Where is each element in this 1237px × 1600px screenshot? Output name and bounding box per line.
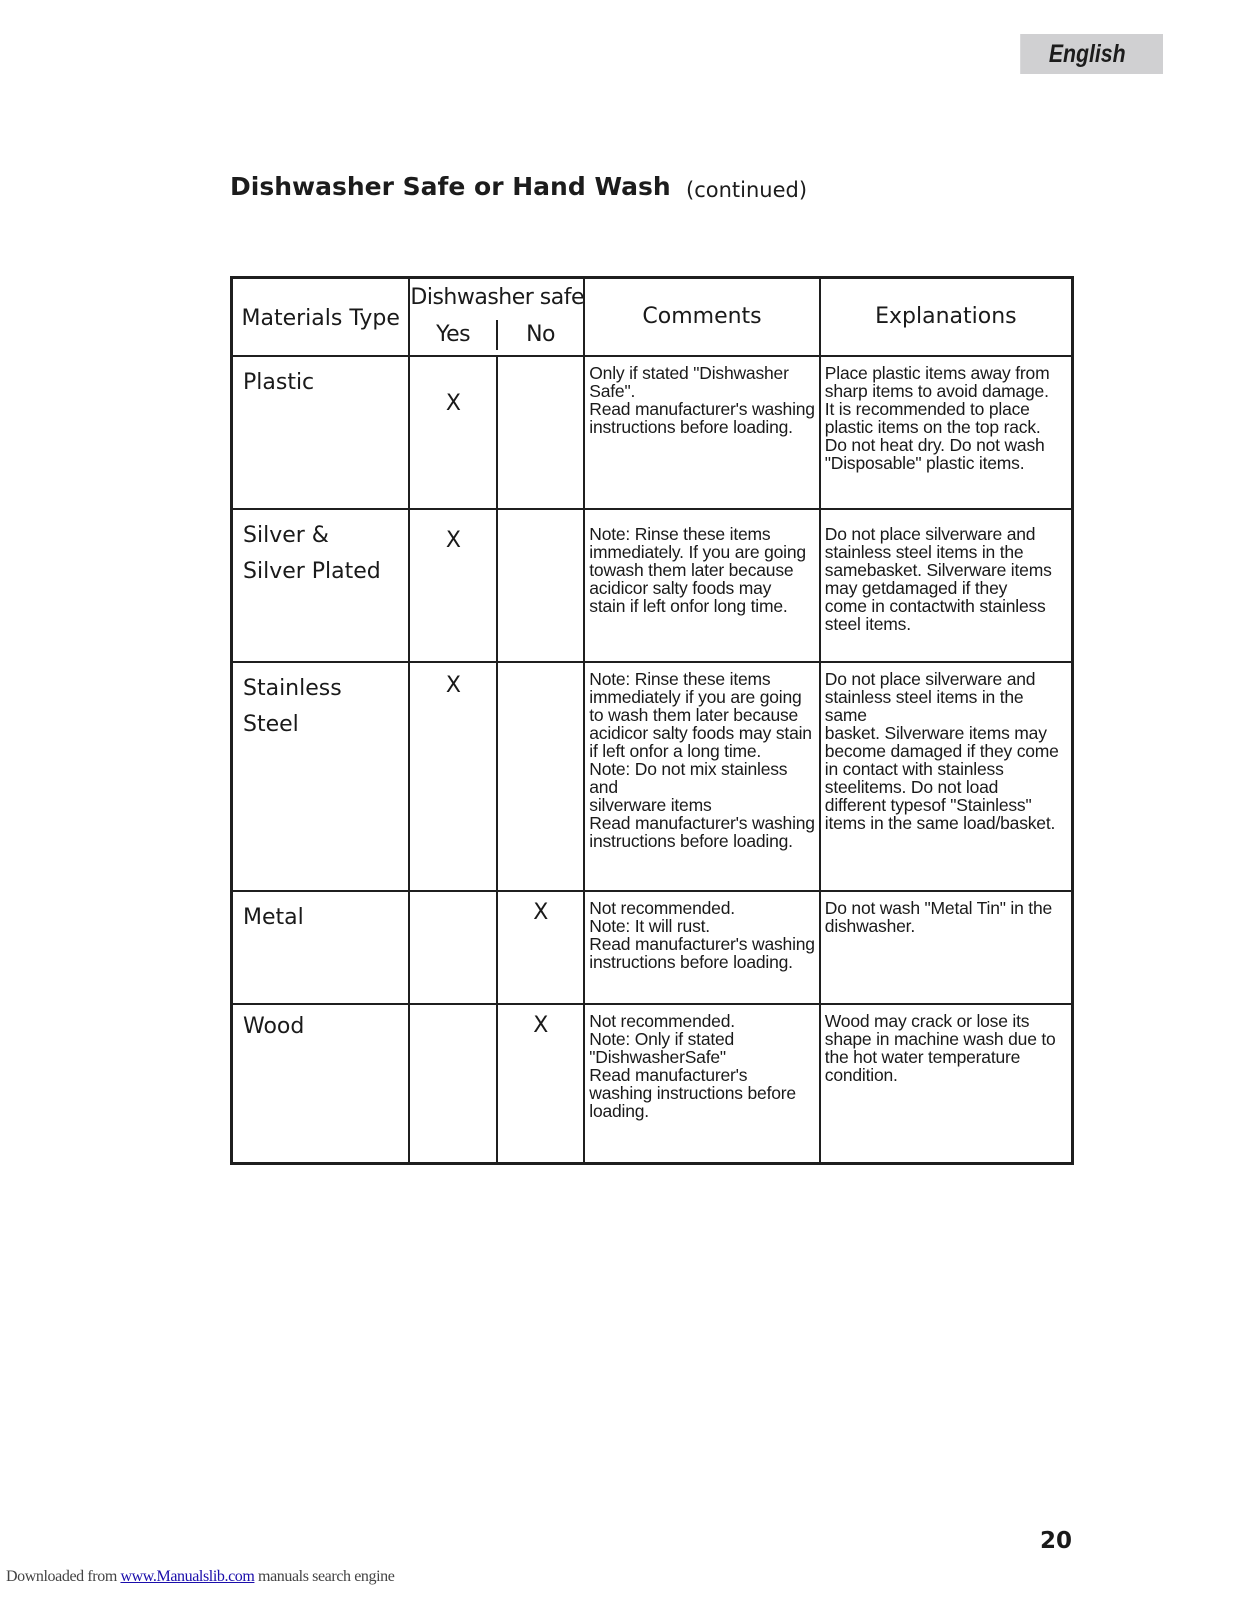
yes-mark: X	[409, 662, 497, 891]
table-row	[232, 509, 1073, 662]
explanations-cell: Do not place silverware and stainless steel items in the same basket. Silverware items may become damaged if they come in contact with stainless steelitems. Do not load different typesof "Stainless" items in the same load/basket.	[820, 662, 1073, 891]
material-cell: Plastic	[232, 356, 410, 509]
comments-cell: Not recommended. Note: It will rust. Read manufacturer's washing instructions before loading.	[584, 891, 820, 1004]
materials-table	[230, 276, 1074, 1165]
footer-suffix: manuals search engine	[254, 1568, 395, 1585]
no-mark	[497, 509, 584, 662]
table-row	[232, 1004, 1073, 1164]
no-mark: X	[497, 891, 584, 1004]
yes-mark: X	[409, 509, 497, 662]
comments-cell: Only if stated "Dishwasher Safe". Read manufacturer's washing instructions before loading.	[584, 356, 820, 509]
header-no: No	[526, 322, 555, 347]
header-yes: Yes	[436, 322, 471, 347]
explanations-cell: Do not wash "Metal Tin" in the dishwasher.	[820, 891, 1073, 1004]
material-cell: Wood	[232, 1004, 410, 1164]
page-number: 20	[1040, 1528, 1073, 1554]
no-mark	[497, 662, 584, 891]
material-cell	[232, 662, 410, 891]
page-title: Dishwasher Safe or Hand Wash	[230, 172, 671, 201]
table-row	[232, 891, 1073, 1004]
header-materials-type: Materials Type	[232, 278, 410, 356]
no-mark	[497, 356, 584, 509]
header-explanations: Explanations	[820, 278, 1073, 356]
page-subtitle: (continued)	[686, 178, 808, 202]
download-footer	[6, 1568, 394, 1586]
material-label: Stainless Steel	[243, 675, 342, 737]
yes-mark: X	[409, 356, 497, 509]
comments-cell: Note: Rinse these items immediately if you are going to wash them later because acidicor salty foods may stain if left onfor a long time. Note: Do not mix stainless and silverware items Read manufacturer's washing instructions before loading.	[584, 662, 820, 891]
language-tab: English	[1020, 34, 1163, 74]
yes-mark	[409, 891, 497, 1004]
manualslib-link[interactable]: www.Manualslib.com	[120, 1568, 255, 1585]
header-comments: Comments	[584, 278, 820, 356]
header-dishwasher-safe	[409, 278, 584, 356]
explanations-cell: Wood may crack or lose its shape in machine wash due to the hot water temperature condition.	[820, 1004, 1073, 1164]
comments-cell: Note: Rinse these items immediately. If you are going towash them later because acidicor salty foods may stain if left onfor long time.	[584, 509, 820, 662]
no-mark: X	[497, 1004, 584, 1164]
explanations-cell: Do not place silverware and stainless steel items in the samebasket. Silverware items may getdamaged if they come in contactwith stainless steel items.	[820, 509, 1073, 662]
comments-cell: Not recommended. Note: Only if stated "DishwasherSafe" Read manufacturer's washing instructions before loading.	[584, 1004, 820, 1164]
table-row	[232, 356, 1073, 509]
table-header-row	[232, 278, 1073, 356]
footer-prefix: Downloaded from	[6, 1568, 121, 1585]
header-dishwasher-safe-label: Dishwasher safe	[410, 285, 585, 310]
explanations-cell: Place plastic items away from sharp items to avoid damage. It is recommended to place plastic items on the top rack. Do not heat dry. Do not wash "Disposable" plastic items.	[820, 356, 1073, 509]
table-row	[232, 662, 1073, 891]
material-cell	[232, 509, 410, 662]
material-cell: Metal	[232, 891, 410, 1004]
material-label: Silver & Silver Plated	[243, 522, 381, 584]
yes-mark	[409, 1004, 497, 1164]
